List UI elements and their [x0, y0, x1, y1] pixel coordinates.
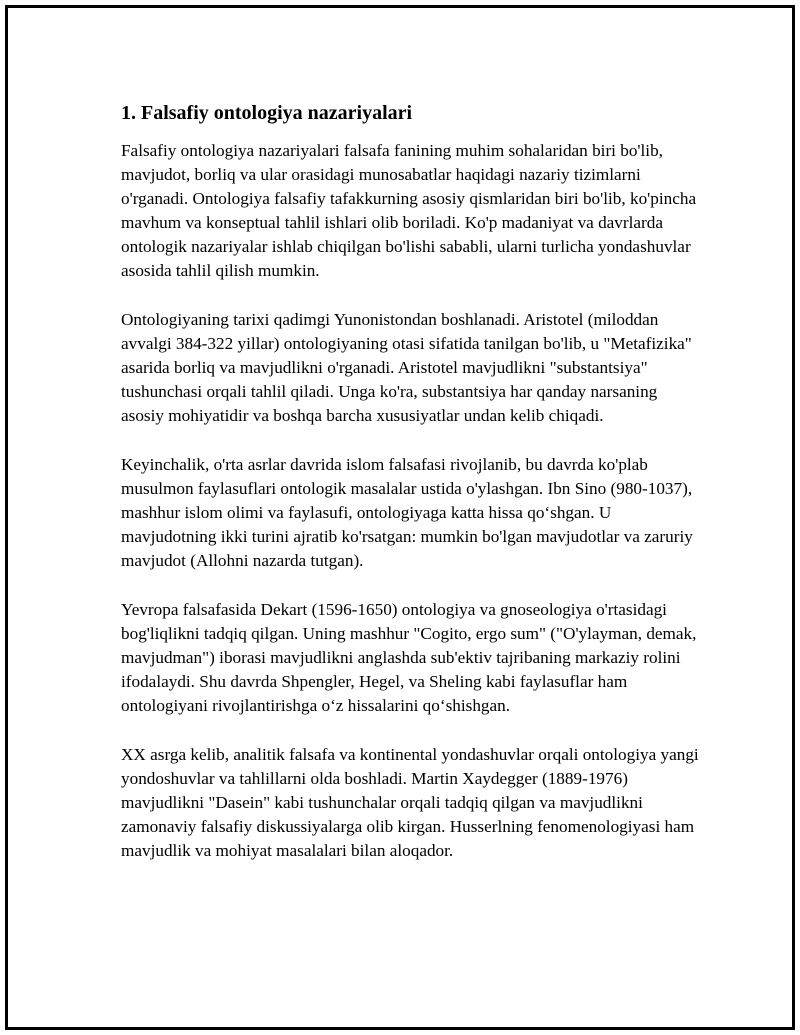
paragraph-aristotle: Ontologiyaning tarixi qadimgi Yunonistondan boshlanadi. Aristotel (miloddan avvalgi 384-322 yillar) ontologiyaning otasi sifatida tanilgan bo'lib, u "Metafizika" asarida borliq va mavjudlikni o'rganadi. Aristotel mavjudlikni "substantsiya" tushunchasi orqali tahlil qiladi. Unga ko'ra, substantsiya har qanday narsaning asosiy mohiyatidir va boshqa barcha xususiyatlar undan kelib chiqadi.: [121, 310, 692, 425]
paragraph-descartes: Yevropa falsafasida Dekart (1596-1650) ontologiya va gnoseologiya o'rtasidagi bog'liqlikni tadqiq qilgan. Uning mashhur "Cogito, ergo sum" ("O'ylayman, demak, mavjudman") iborasi mavjudlikni anglashda sub'ektiv tajribaning markaziy rolini ifodalaydi. Shu davrda Shpengler, Hegel, va Sheling kabi faylasuflar ham ontologiyani rivojlantirishga o‘z hissalarini qo‘shishgan.: [121, 600, 697, 715]
paragraph-twentieth-century: XX asrga kelib, analitik falsafa va kontinental yondashuvlar orqali ontologiya yangi yondoshuvlar va tahlillarni olda boshladi. Martin Xaydegger (1889-1976) mavjudlikni "Dasein" kabi tushunchalar orqali tadqiq qilgan va mavjudlikni zamonaviy falsafiy diskussiyalarga olib kirgan. Husserlning fenomenologiyasi ham mavjudlik va mohiyat masalalari bilan aloqador.: [121, 745, 699, 860]
paragraph-intro: Falsafiy ontologiya nazariyalari falsafa fanining muhim sohalaridan biri bo'lib, mavjudot, borliq va ular orasidagi munosabatlar haqidagi nazariy tizimlarni o'rganadi. Ontologiya falsafiy tafakkurning asosiy qismlaridan biri bo'lib, ko'pincha mavhum va konseptual tahlil ishlari olib boriladi. Ko'p madaniyat va davrlarda ontologik nazariyalar ishlab chiqilgan bo'lishi sababli, ularni turlicha yondashuvlar asosida tahlil qilish mumkin.: [121, 141, 697, 280]
paragraph-ibn-sino: Keyinchalik, o'rta asrlar davrida islom falsafasi rivojlanib, bu davrda ko'plab musulmon faylasuflari ontologik masalalar ustida o'ylashgan. Ibn Sino (980-1037), mashhur islom olimi va faylasufi, ontologiyaga katta hissa qo‘shgan. U mavjudotning ikki turini ajratib ko'rsatgan: mumkin bo'lgan mavjudotlar va zaruriy mavjudot (Allohni nazarda tutgan).: [121, 455, 693, 570]
section-title: 1. Falsafiy ontologiya nazariyalari: [121, 102, 413, 124]
page-frame: [5, 5, 795, 1030]
document-body: [121, 100, 701, 863]
